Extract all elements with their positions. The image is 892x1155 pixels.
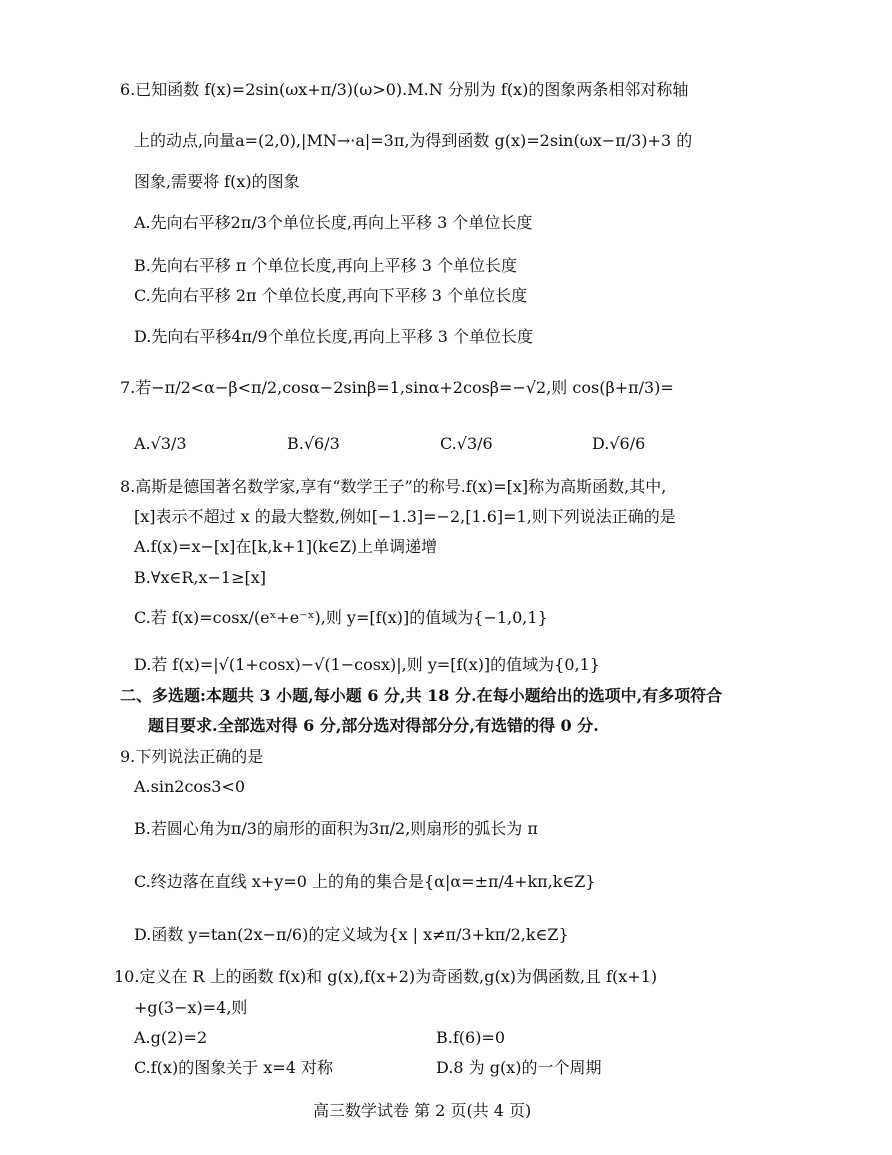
q6-stem-line3: 图象,需要将 f(x)的图象 [134,172,300,191]
q6-option-b: B.先向右平移 π 个单位长度,再向上平移 3 个单位长度 [134,256,517,275]
q8-option-c: C.若 f(x)=cosx/(eˣ+e⁻ˣ),则 y=[f(x)]的值域为{−1,0,1} [134,608,548,627]
section2-heading-line2: 题目要求.全部选对得 6 分,部分选对得部分分,有选错的得 0 分. [148,716,599,735]
q6-stem-line1: 6.已知函数 f(x)=2sin(ωx+π/3)(ω>0).M.N 分别为 f(x)的图象两条相邻对称轴 [120,80,689,99]
q10-stem-line1: 10.定义在 R 上的函数 f(x)和 g(x),f(x+2)为奇函数,g(x)为偶函数,且 f(x+1) [114,967,658,986]
q9-option-d: D.函数 y=tan(2x−π/6)的定义域为{x | x≠π/3+kπ/2,k∈Z} [134,925,569,944]
q7-option-a: A.√3/3 [134,434,187,453]
q7-stem: 7.若−π/2<α−β<π/2,cosα−2sinβ=1,sinα+2cosβ=−√2,则 cos(β+π/3)= [120,378,674,397]
q9-option-a: A.sin2cos3<0 [134,777,246,796]
q10-option-c: C.f(x)的图象关于 x=4 对称 [134,1058,333,1077]
q6-option-c: C.先向右平移 2π 个单位长度,再向下平移 3 个单位长度 [134,286,528,305]
q8-option-d: D.若 f(x)=|√(1+cosx)−√(1−cosx)|,则 y=[f(x)]的值域为{0,1} [134,655,600,674]
q9-option-b: B.若圆心角为π/3的扇形的面积为3π/2,则扇形的弧长为 π [134,819,538,838]
q9-stem: 9.下列说法正确的是 [120,747,264,766]
q10-stem-line2: +g(3−x)=4,则 [134,998,248,1017]
q9-option-c: C.终边落在直线 x+y=0 上的角的集合是{α|α=±π/4+kπ,k∈Z} [134,872,596,891]
q7-option-c: C.√3/6 [440,434,493,453]
q8-stem-line2: [x]表示不超过 x 的最大整数,例如[−1.3]=−2,[1.6]=1,则下列说法正确的是 [134,507,676,526]
page-footer: 高三数学试卷 第 2 页(共 4 页) [313,1101,532,1120]
q6-stem-line2: 上的动点,向量a=(2,0),|MN→·a|=3π,为得到函数 g(x)=2sin(ωx−π/3)+3 的 [134,131,693,150]
q6-option-d: D.先向右平移4π/9个单位长度,再向上平移 3 个单位长度 [134,327,534,346]
q6-option-a: A.先向右平移2π/3个单位长度,再向上平移 3 个单位长度 [134,213,533,232]
q8-option-a: A.f(x)=x−[x]在[k,k+1](k∈Z)上单调递增 [134,537,438,556]
q10-option-b: B.f(6)=0 [436,1028,506,1047]
q8-option-b: B.∀x∈R,x−1≥[x] [134,568,267,587]
q10-option-d: D.8 为 g(x)的一个周期 [436,1058,602,1077]
q7-option-b: B.√6/3 [287,434,340,453]
q7-option-d: D.√6/6 [592,434,646,453]
q10-option-a: A.g(2)=2 [134,1028,208,1047]
section2-heading-line1: 二、多选题:本题共 3 小题,每小题 6 分,共 18 分.在每小题给出的选项中,有多项符合 [120,686,723,705]
q8-stem-line1: 8.高斯是德国著名数学家,享有“数学王子”的称号.f(x)=[x]称为高斯函数,其中, [120,477,667,496]
